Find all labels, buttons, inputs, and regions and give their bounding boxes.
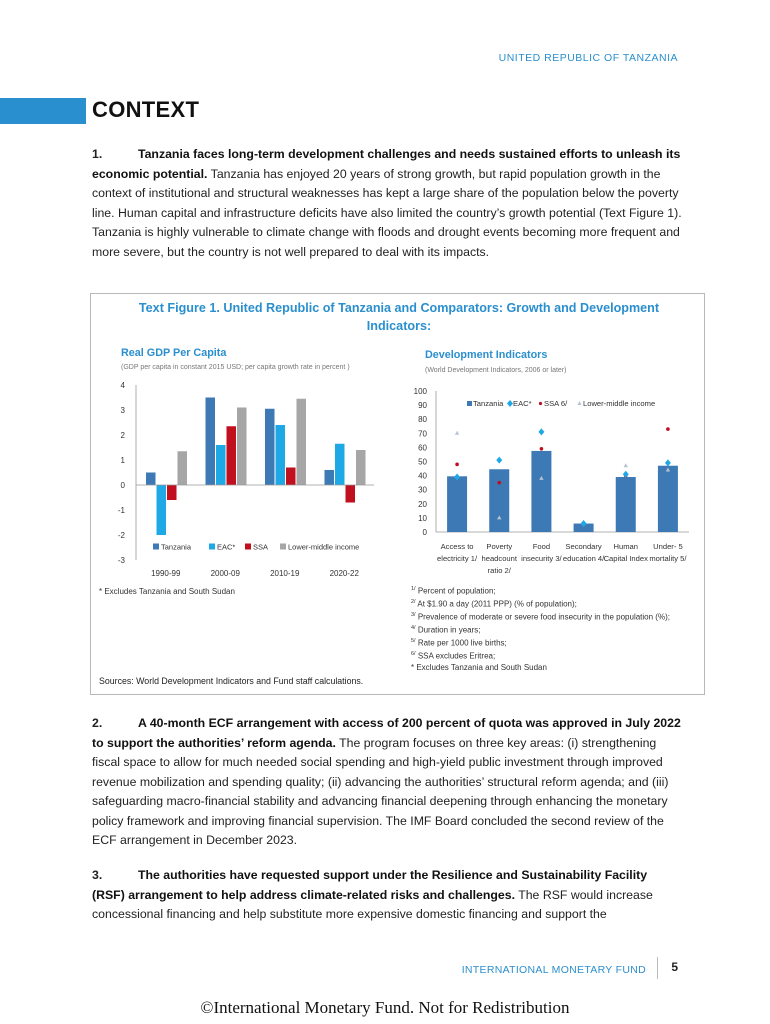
paragraph-1 xyxy=(92,145,682,262)
dev-legend-swatch xyxy=(578,401,582,405)
dev-chart xyxy=(391,380,703,590)
note-line: $^{1/}$ Percent of population; xyxy=(411,586,496,596)
dev-x-tick-label: Human xyxy=(613,542,638,551)
dev-bar-tanzania xyxy=(658,466,678,532)
gdp-x-tick-label: 2000-09 xyxy=(210,569,240,578)
gdp-bar-tanzania xyxy=(325,470,335,485)
paragraph-body: The RSF would increase concessional financing and help substitute more expensive domestic financing and support the xyxy=(92,887,653,921)
dev-marker-lmi xyxy=(455,431,459,435)
note-line: $^{6/}$ SSA excludes Eritrea; xyxy=(411,651,496,661)
paragraph-number: 1. xyxy=(92,147,103,161)
paragraph-body: Tanzania has enjoyed 20 years of strong growth, but rapid population growth in the context of institutional and structural weaknesses has kept a large share of the population below the poverty line. Human capital and infrastructure deficits have also limited the country’s growth potential (Text Figure 1). Tanzania is highly vulnerable to climate change with floods and drought events becoming more frequent and more severe, but the country is not well prepared to deal with its impacts. xyxy=(92,166,682,259)
gdp-legend-swatch xyxy=(245,544,251,550)
dev-x-tick-label: Access to xyxy=(440,542,474,551)
gdp-y-tick-label: 4 xyxy=(120,381,125,390)
dev-legend-label: Lower-middle income xyxy=(583,399,656,408)
dev-x-tick-label: ratio 2/ xyxy=(487,566,511,575)
footer-divider xyxy=(657,957,658,979)
gdp-bar-eac xyxy=(276,425,286,485)
dev-y-tick-label: 60 xyxy=(418,443,427,453)
gdp-y-tick-label: 0 xyxy=(120,481,125,490)
dev-x-tick-label: Under- 5 xyxy=(653,542,683,551)
dev-y-tick-label: 100 xyxy=(413,387,427,396)
note-line: * Excludes Tanzania and South Sudan xyxy=(411,663,547,673)
paragraph-lead: The authorities have requested support under the Resilience and Sustainability Facility (RSF) arrangement to help address climate-related risks and challenges. xyxy=(92,868,648,902)
dev-y-tick-label: 90 xyxy=(418,401,427,411)
paragraph-3 xyxy=(92,866,682,925)
dev-x-tick-label: Capital Index xyxy=(603,554,648,563)
gdp-x-tick-label: 2010-19 xyxy=(270,569,300,578)
dev-marker-eac xyxy=(496,457,502,464)
dev-marker-ssa xyxy=(540,447,544,451)
dev-marker-ssa xyxy=(455,463,459,467)
dev-legend-swatch xyxy=(467,401,472,406)
dev-x-tick-label: insecurity 3/ xyxy=(521,554,562,563)
dev-x-tick-label: mortality 5/ xyxy=(649,554,687,563)
section-accent-bar xyxy=(0,98,86,124)
gdp-y-tick-label: -3 xyxy=(117,556,125,565)
section-title: CONTEXT xyxy=(92,97,200,122)
dev-chart-title: Development Indicators xyxy=(425,349,548,361)
gdp-bar-tanzania xyxy=(206,398,216,486)
gdp-bar-tanzania xyxy=(146,473,156,486)
dev-x-tick-label: education 4/ xyxy=(562,554,605,563)
gdp-bar-eac xyxy=(216,445,226,485)
dev-y-tick-label: 0 xyxy=(422,528,427,537)
dev-bar-tanzania xyxy=(616,477,636,532)
dev-y-tick-label: 50 xyxy=(418,457,427,467)
dev-marker-ssa xyxy=(497,481,501,485)
gdp-chart-subtitle: (GDP per capita in constant 2015 USD; per capita growth rate in percent ) xyxy=(121,364,350,371)
note-line: $^{3/}$ Prevalence of moderate or severe food insecurity in the population (%); xyxy=(411,612,670,622)
running-header: UNITED REPUBLIC OF TANZANIA xyxy=(498,52,678,64)
footer-org: INTERNATIONAL MONETARY FUND xyxy=(461,964,646,976)
gdp-legend-swatch xyxy=(209,544,215,550)
dev-x-tick-label: electricity 1/ xyxy=(437,554,478,563)
dev-chart-subtitle: (World Development Indicators, 2006 or later) xyxy=(425,367,567,374)
gdp-legend-label: EAC* xyxy=(217,542,236,552)
dev-marker-eac xyxy=(538,428,544,435)
gdp-bar-lower-middle-income xyxy=(356,450,366,485)
dev-x-tick-label: Poverty xyxy=(486,542,513,551)
note-line: $^{4/}$ Duration in years; xyxy=(411,625,481,635)
dev-legend-label: SSA 6/ xyxy=(544,399,568,408)
figure-notes xyxy=(411,584,670,674)
gdp-y-tick-label: 1 xyxy=(120,456,125,465)
text-figure-1 xyxy=(90,293,705,695)
paragraph-lead: A 40-month ECF arrangement with access of 200 percent of quota was approved in July 2022 to support the authorities’ reform agenda. xyxy=(92,716,681,750)
dev-legend-label: EAC* xyxy=(513,399,532,408)
dev-legend-swatch xyxy=(539,402,542,405)
dev-legend-label: Tanzania xyxy=(473,399,504,408)
gdp-legend-label: Tanzania xyxy=(161,542,192,552)
gdp-chart xyxy=(91,376,391,576)
dev-marker-eac xyxy=(623,471,629,478)
gdp-y-tick-label: -2 xyxy=(117,531,125,540)
dev-marker-ssa xyxy=(666,427,670,431)
dev-x-tick-label: headcount xyxy=(481,554,517,563)
gdp-bar-lower-middle-income xyxy=(237,408,247,486)
dev-bar-tanzania xyxy=(489,469,509,532)
gdp-bar-ssa xyxy=(346,485,356,503)
dev-y-tick-label: 70 xyxy=(418,429,427,439)
paragraph-lead: Tanzania faces long-term development challenges and needs sustained efforts to unleash its economic potential. xyxy=(92,147,681,181)
gdp-bar-tanzania xyxy=(265,409,275,485)
dev-x-tick-label: Food xyxy=(532,542,551,551)
paragraph-number: 3. xyxy=(92,868,103,882)
paragraph-number: 2. xyxy=(92,716,103,730)
dev-bar-tanzania xyxy=(531,451,551,532)
gdp-bar-eac xyxy=(335,444,345,485)
dev-x-tick-label: Secondary xyxy=(565,542,602,551)
copyright-watermark: ©International Monetary Fund. Not for Redistribution xyxy=(200,998,570,1017)
gdp-legend-label: Lower-middle income xyxy=(288,542,360,552)
gdp-x-tick-label: 1990-99 xyxy=(151,569,181,578)
gdp-x-tick-label: 2020-22 xyxy=(329,569,359,578)
note-line: $^{5/}$ Rate per 1000 live births; xyxy=(411,638,507,648)
gdp-bar-eac xyxy=(157,485,167,535)
gdp-y-tick-label: -1 xyxy=(117,506,125,515)
figure-sources: Sources: World Development Indicators and Fund staff calculations. xyxy=(99,676,364,686)
dev-y-tick-label: 30 xyxy=(418,485,427,495)
dev-marker-lmi xyxy=(624,463,628,467)
gdp-bar-lower-middle-income xyxy=(297,399,307,485)
dev-marker-eac xyxy=(665,459,671,466)
gdp-y-tick-label: 3 xyxy=(120,406,125,415)
gdp-bar-ssa xyxy=(286,468,296,486)
gdp-legend-swatch xyxy=(280,544,286,550)
paragraph-2 xyxy=(92,714,682,851)
dev-y-tick-label: 40 xyxy=(418,471,427,481)
gdp-bar-ssa xyxy=(227,426,237,485)
gdp-chart-note: * Excludes Tanzania and South Sudan xyxy=(99,587,235,596)
page-number: 5 xyxy=(671,960,678,974)
gdp-chart-title: Real GDP Per Capita xyxy=(121,347,227,359)
dev-bar-tanzania xyxy=(447,476,467,532)
gdp-bar-lower-middle-income xyxy=(178,451,188,485)
note-line: $^{2/}$ At $1.90 a day (2011 PPP) (% of population); xyxy=(411,599,577,609)
figure-title: Text Figure 1. United Republic of Tanzania and Comparators: Growth and Development Indicators: xyxy=(138,301,660,333)
paragraph-body: The program focuses on three key areas: (i) strengthening fiscal space to allow for much needed social spending and high-yield public investment through improved revenue mobilization and spending quality; (ii) advancing the authorities’ structural reform agenda; and (iii) safeguarding macro-financial stability and advancing financial deepening through enhancing the monetary policy framework and improving financial supervision. The IMF Board concluded the second review of the ECF arrangement in December 2023. xyxy=(92,735,669,847)
gdp-bar-ssa xyxy=(167,485,177,500)
dev-y-tick-label: 10 xyxy=(418,513,427,523)
gdp-legend-swatch xyxy=(153,544,159,550)
gdp-y-tick-label: 2 xyxy=(120,431,125,440)
dev-y-tick-label: 20 xyxy=(418,499,427,509)
gdp-legend-label: SSA xyxy=(253,542,269,552)
dev-y-tick-label: 80 xyxy=(418,415,427,425)
